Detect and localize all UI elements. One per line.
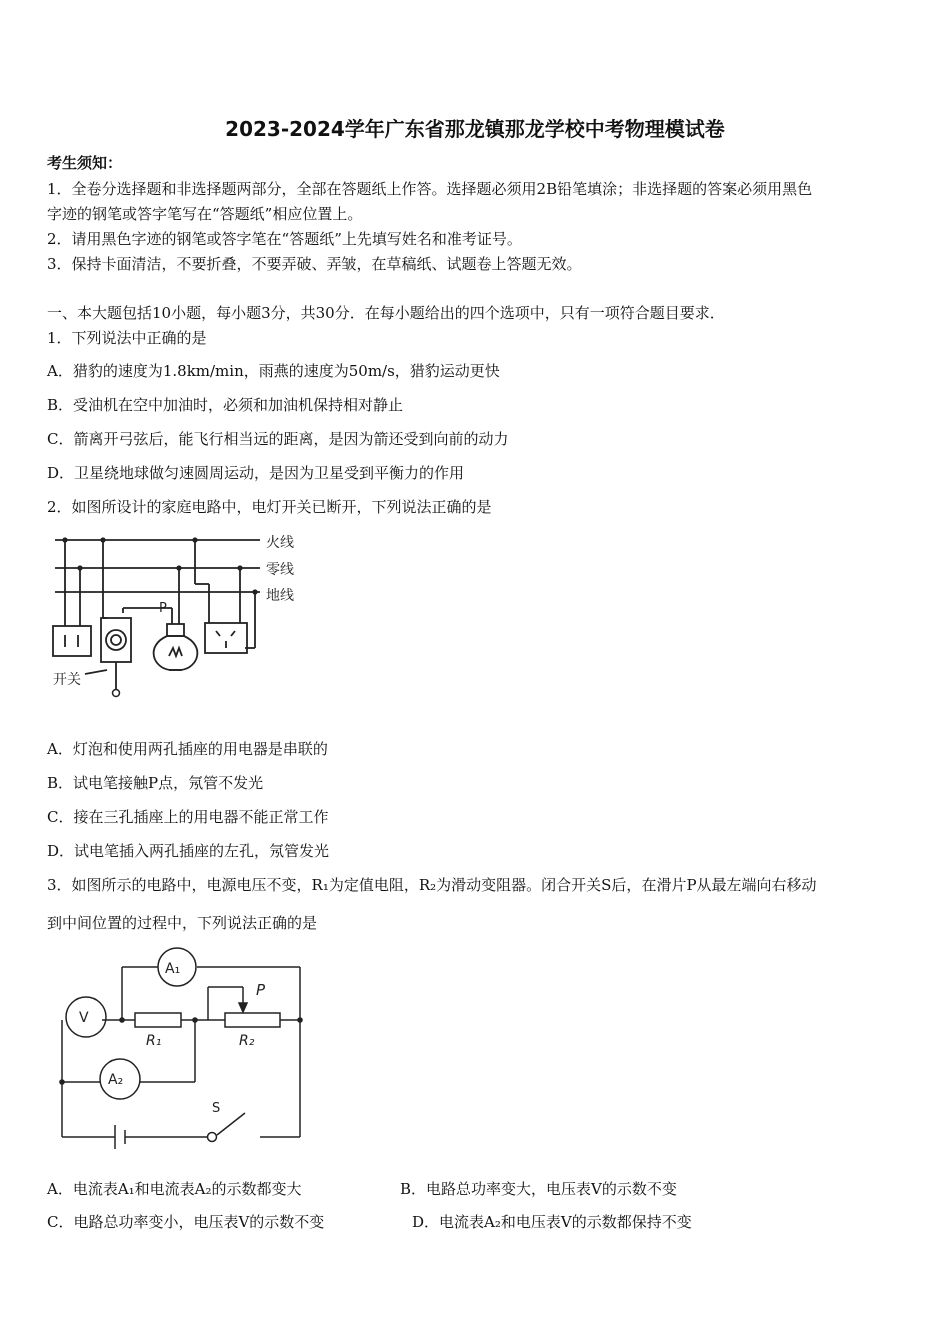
resistor-r1-label: R₁	[146, 1033, 162, 1049]
question-3-option-a: A．电流表A₁和电流表A₂的示数都变大	[47, 1180, 302, 1198]
ammeter-a1-label: A₁	[165, 961, 181, 977]
question-2-option-b: B．试电笔接触P点，氖管不发光	[47, 774, 264, 792]
notice-item: 1．全卷分选择题和非选择题两部分，全部在答题纸上作答。选择题必须用2B铅笔填涂；非选择题的答案必须用黑色	[47, 180, 813, 198]
question-2-option-d: D．试电笔插入两孔插座的左孔，氖管发光	[47, 842, 330, 860]
question-2-option-c: C．接在三孔插座上的用电器不能正常工作	[47, 808, 329, 826]
question-3-option-b: B．电路总功率变大，电压表V的示数不变	[400, 1180, 677, 1198]
question-3-stem-continued: 到中间位置的过程中，下列说法正确的是	[47, 914, 318, 932]
question-3-stem: 3．如图所示的电路中，电源电压不变，R₁为定值电阻，R₂为滑动变阻器。闭合开关S后，在滑片P从最左端向右移动	[47, 876, 817, 894]
question-2-option-a: A．灯泡和使用两孔插座的用电器是串联的	[47, 740, 328, 758]
notice-item: 字迹的钢笔或答字笔写在“答题纸”相应位置上。	[47, 205, 363, 223]
neutral-wire-label: 零线	[266, 562, 294, 578]
notice-heading: 考生须知：	[47, 154, 123, 172]
household-circuit-figure	[45, 528, 315, 703]
resistor-circuit-figure	[45, 945, 320, 1150]
notice-item: 3．保持卡面清洁，不要折叠，不要弄破、弄皱，在草稿纸、试题卷上答题无效。	[47, 255, 582, 273]
notice-item: 2．请用黑色字迹的钢笔或答字笔在“答题纸”上先填写姓名和准考证号。	[47, 230, 522, 248]
question-1-stem: 1．下列说法中正确的是	[47, 329, 207, 347]
switch-s-label: S	[212, 1101, 221, 1116]
question-1-option-c: C．箭离开弓弦后，能飞行相当远的距离，是因为箭还受到向前的动力	[47, 430, 509, 448]
voltmeter-label: V	[79, 1010, 89, 1026]
question-3-option-d: D．电流表A₂和电压表V的示数都保持不变	[412, 1213, 692, 1231]
question-1-option-d: D．卫星绕地球做匀速圆周运动，是因为卫星受到平衡力的作用	[47, 464, 465, 482]
ammeter-a2-label: A₂	[108, 1072, 124, 1088]
ground-wire-label: 地线	[266, 588, 294, 604]
slider-p-label: P	[256, 981, 266, 999]
switch-label: 开关	[53, 672, 81, 688]
question-2-stem: 2．如图所设计的家庭电路中，电灯开关已断开，下列说法正确的是	[47, 498, 492, 516]
question-3-option-c: C．电路总功率变小，电压表V的示数不变	[47, 1213, 325, 1231]
live-wire-label: 火线	[266, 535, 294, 551]
question-1-option-b: B．受油机在空中加油时，必须和加油机保持相对静止	[47, 396, 404, 414]
page-title: 2023-2024学年广东省那龙镇那龙学校中考物理模试卷	[225, 117, 725, 141]
point-p-label: P	[159, 601, 167, 616]
resistor-r2-label: R₂	[239, 1033, 255, 1049]
section-heading: 一、本大题包括10小题，每小题3分，共30分．在每小题给出的四个选项中，只有一项符合题目要求．	[47, 304, 725, 322]
question-1-option-a: A．猎豹的速度为1.8km/min，雨燕的速度为50m/s，猎豹运动更快	[47, 362, 500, 380]
